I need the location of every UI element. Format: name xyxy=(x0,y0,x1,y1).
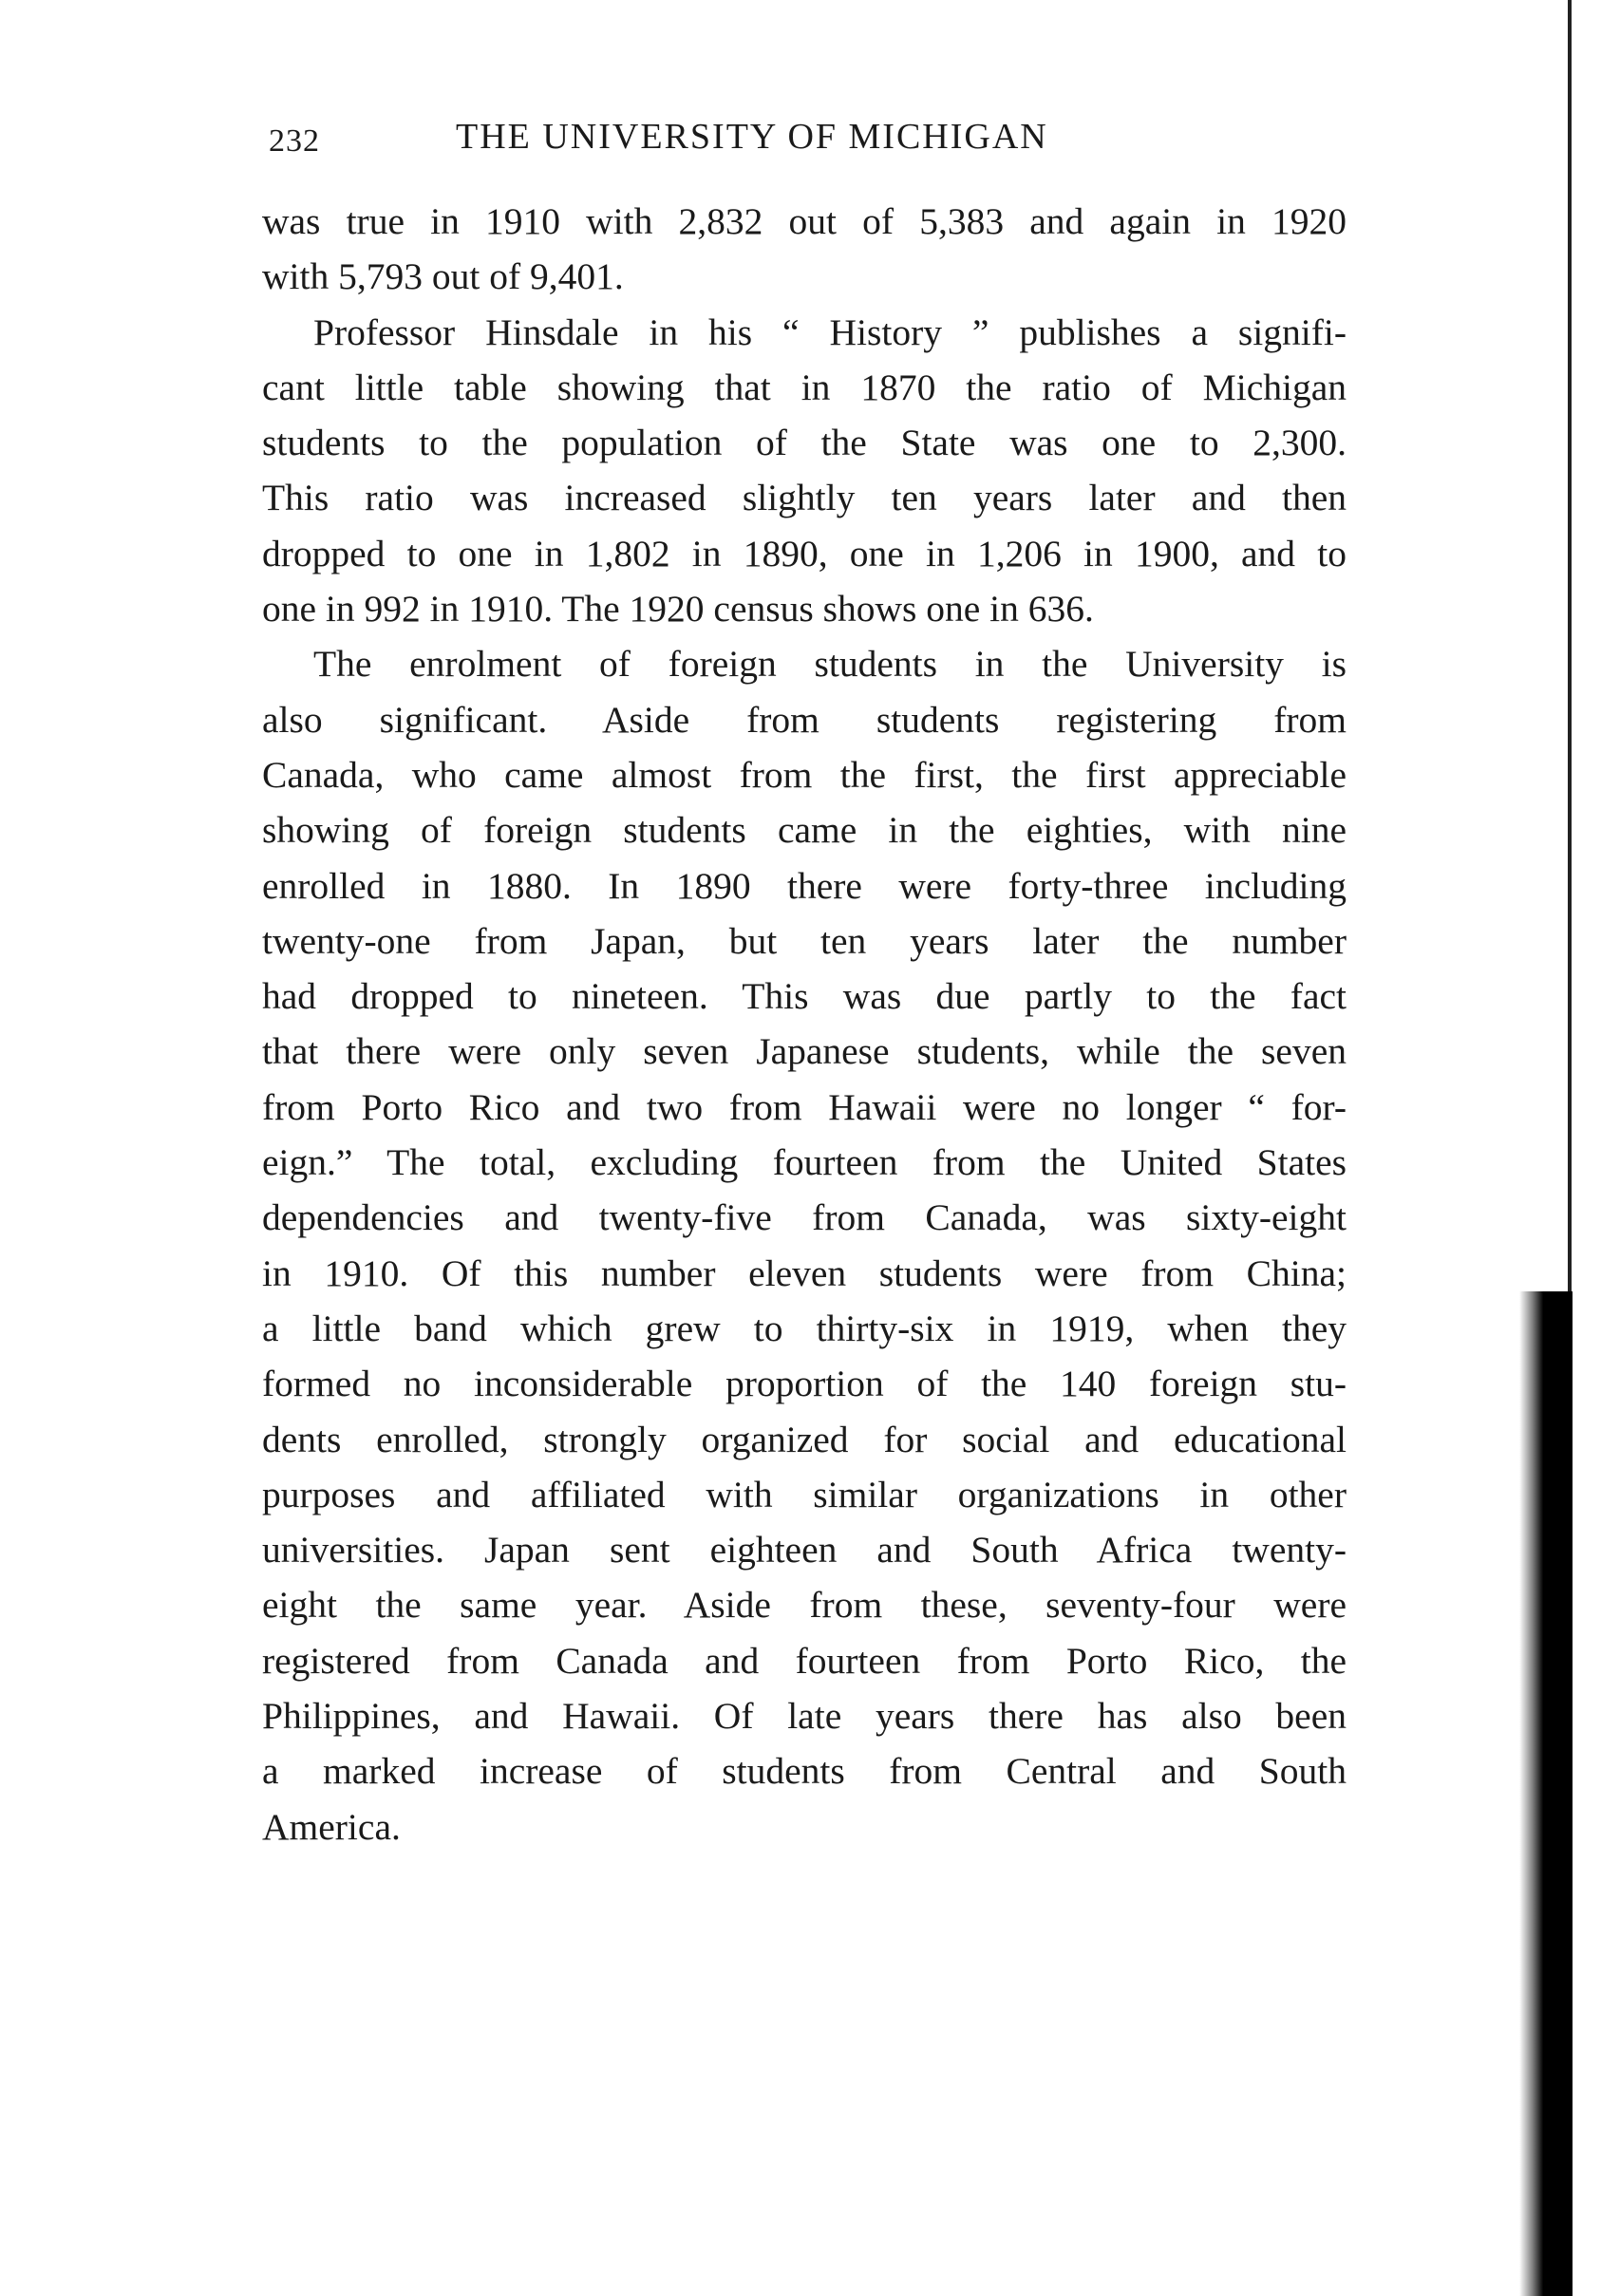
text-line: This ratio was increased slightly ten years later and then xyxy=(262,477,1347,519)
text-line: showing of foreign students came in the eighties, with nine xyxy=(262,809,1347,852)
text-line: enrolled in 1880. In 1890 there were forty-three including xyxy=(262,864,1347,907)
text-line: one in 992 in 1910. The 1920 census shows one in 636. xyxy=(262,588,1094,630)
text-line: also significant. Aside from students registering from xyxy=(262,698,1347,741)
text-line: purposes and affiliated with similar organizations in other xyxy=(262,1473,1347,1515)
binding-shadow xyxy=(1519,1291,1573,2296)
text-line: twenty-one from Japan, but ten years later the number xyxy=(262,919,1347,962)
text-line: America. xyxy=(262,1805,401,1848)
text-line: Philippines, and Hawaii. Of late years there has also been xyxy=(262,1695,1347,1738)
text-line: with 5,793 out of 9,401. xyxy=(262,255,624,298)
text-line: Canada, who came almost from the first, the first appreciable xyxy=(262,753,1347,796)
text-line: dents enrolled, strongly organized for social and educational xyxy=(262,1418,1347,1460)
text-line: from Porto Rico and two from Hawaii were no longer “ for- xyxy=(262,1085,1347,1128)
text-line: a little band which grew to thirty-six in 1919, when they xyxy=(262,1307,1347,1349)
text-line: dependencies and twenty-five from Canada, was sixty-eight xyxy=(262,1196,1347,1239)
text-line: a marked increase of students from Central and South xyxy=(262,1750,1347,1793)
page-number: 232 xyxy=(269,123,320,159)
text-line: eight the same year. Aside from these, seventy-four were xyxy=(262,1584,1347,1627)
body-text xyxy=(262,194,1347,1854)
text-line: dropped to one in 1,802 in 1890, one in 1,206 in 1900, and to xyxy=(262,532,1347,574)
text-line: eign.” The total, excluding fourteen from the United States xyxy=(262,1141,1347,1184)
text-line: in 1910. Of this number eleven students were from China; xyxy=(262,1252,1347,1294)
text-line: had dropped to nineteen. This was due partly to the fact xyxy=(262,975,1347,1018)
text-line: that there were only seven Japanese students, while the seven xyxy=(262,1030,1347,1073)
text-line: students to the population of the State was one to 2,300. xyxy=(262,422,1347,464)
text-line: universities. Japan sent eighteen and South Africa twenty- xyxy=(262,1529,1347,1571)
running-title: THE UNIVERSITY OF MICHIGAN xyxy=(456,117,1048,157)
text-line: cant little table showing that in 1870 the ratio of Michigan xyxy=(262,366,1347,408)
running-header xyxy=(269,116,1180,169)
text-line: registered from Canada and fourteen from Porto Rico, the xyxy=(262,1639,1347,1682)
text-line: was true in 1910 with 2,832 out of 5,383 and again in 1920 xyxy=(262,200,1347,242)
text-line: Professor Hinsdale in his “ History ” publishes a signifi- xyxy=(313,311,1347,353)
text-line: The enrolment of foreign students in the University is xyxy=(313,643,1347,686)
text-line: formed no inconsiderable proportion of the 140 foreign stu- xyxy=(262,1363,1347,1405)
